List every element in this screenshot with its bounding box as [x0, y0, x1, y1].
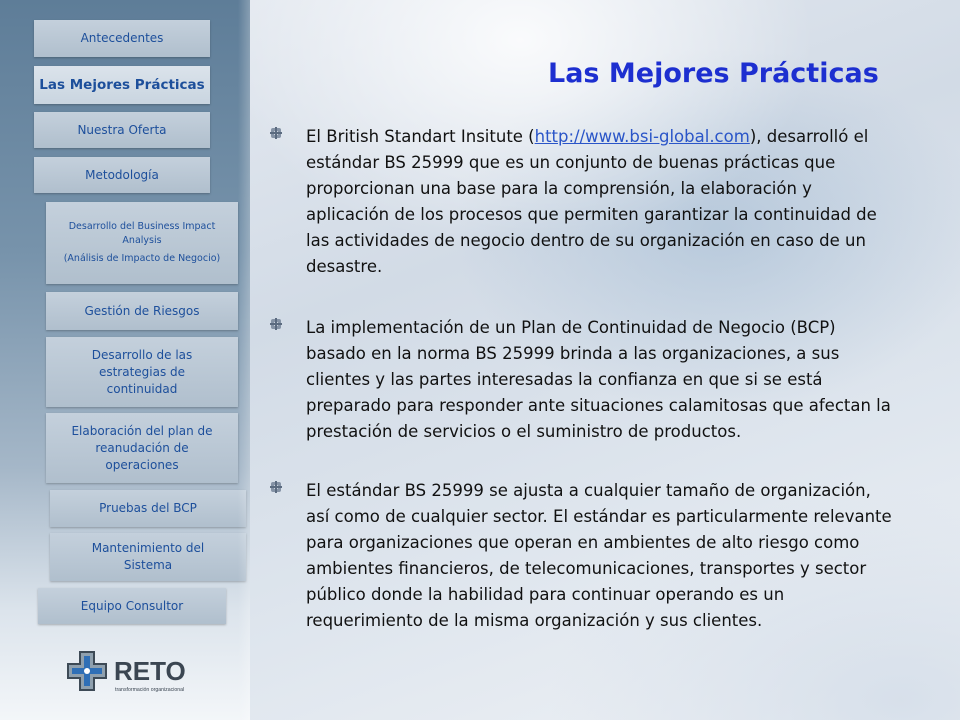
- nav-item-label: Equipo Consultor: [80, 598, 184, 613]
- nav-item-sublabel: (Análisis de Impacto de Negocio): [63, 253, 221, 264]
- page-title: Las Mejores Prácticas: [548, 58, 879, 89]
- nav-item-business-impact-analysis[interactable]: [46, 202, 238, 284]
- nav-item-mantenimiento[interactable]: [50, 533, 246, 581]
- nav-item-label: Elaboración del plan de reanudación de operaciones: [71, 423, 213, 472]
- paragraph-text: La implementación de un Plan de Continuidad de Negocio (BCP) basado en la norma BS 25999 brinda a las organizaciones, a sus clientes y las partes interesadas la confianza en que si se está preparado para responder ante situaciones calamitosas que afectan la prestación de servicios o el suministro de productos.: [306, 318, 891, 441]
- nav-item-label: Mantenimiento del Sistema: [91, 541, 205, 572]
- paragraph-bs25999: [270, 478, 895, 634]
- paragraph-text: El estándar BS 25999 se ajusta a cualquier tamaño de organización, así como de cualquier sector. El estándar es particularmente relevante para organizaciones que operan en ambientes de alto riesgo como ambientes financieros, de telecomunicaciones, transportes y sector público donde la habilidad para continuar operando es un requerimiento de la misma organización y sus clientes.: [306, 481, 892, 630]
- nav-item-label: Las Mejores Prácticas: [39, 76, 205, 93]
- paragraph-bcp: [270, 315, 895, 445]
- nav-item-antecedentes[interactable]: [34, 20, 210, 57]
- medical-cross-logo-icon: [68, 652, 106, 690]
- nav-item-label: Gestión de Riesgos: [84, 303, 200, 318]
- paragraph-text-part: ), desarrolló el estándar BS 25999 que es un conjunto de buenas prácticas que proporcionan una base para la comprensión, la elaboración y aplicación de los procesos que permiten garantizar la continuidad de las actividades de negocio dentro de su organización en caso de un desastre.: [306, 127, 877, 276]
- nav-item-label: Desarrollo del Business Impact Analysis: [68, 221, 216, 246]
- nav-item-metodologia[interactable]: [34, 157, 210, 193]
- nav-item-equipo-consultor[interactable]: [38, 588, 226, 624]
- nav-item-gestion-riesgos[interactable]: [46, 292, 238, 330]
- paragraph-bsi: [270, 124, 895, 280]
- nav-item-label: Desarrollo de las estrategias de continuidad: [91, 347, 193, 396]
- nav-item-pruebas-bcp[interactable]: [50, 490, 246, 527]
- bsi-link[interactable]: http://www.bsi-global.com: [534, 127, 750, 146]
- reto-logo: [66, 650, 206, 700]
- logo-wordmark: RETO: [114, 656, 186, 686]
- nav-item-label: Nuestra Oferta: [77, 122, 167, 137]
- paragraph-text-part: El British Standart Insitute (: [306, 127, 535, 146]
- nav-item-plan-reanudacion[interactable]: [46, 413, 238, 483]
- paragraph-text: [306, 124, 895, 280]
- logo-tagline: transformación organizacional: [115, 687, 185, 693]
- nav-item-mejores-practicas[interactable]: [34, 66, 210, 104]
- gear-bullet-icon: [270, 318, 282, 330]
- sidebar-nav: [0, 0, 250, 720]
- nav-item-label: Metodología: [85, 167, 159, 182]
- nav-item-label: Antecedentes: [80, 31, 164, 45]
- nav-item-nuestra-oferta[interactable]: [34, 112, 210, 148]
- nav-item-label: Pruebas del BCP: [99, 501, 197, 515]
- gear-bullet-icon: [270, 481, 282, 493]
- nav-item-estrategias-continuidad[interactable]: [46, 337, 238, 407]
- gear-bullet-icon: [270, 127, 282, 139]
